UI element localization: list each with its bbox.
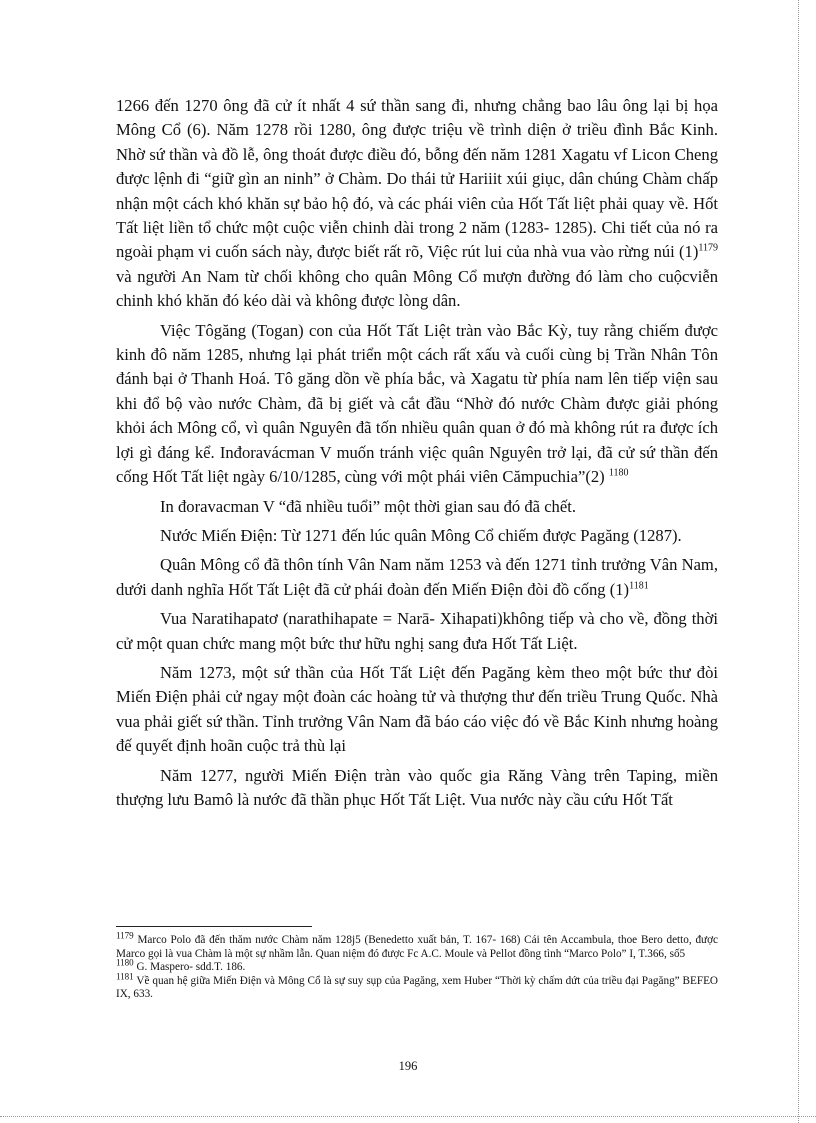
footnotes <box>116 930 718 1002</box>
footnote-ref[interactable]: 1180 <box>608 467 629 479</box>
footnote: $^{1180}$ G. Maspero- sdd.T. 186. <box>116 957 246 974</box>
footnote-ref[interactable]: 1181 <box>629 580 649 592</box>
footnote-number: 1181 <box>116 971 134 982</box>
footnote-number: 1180 <box>116 957 134 968</box>
footnote-separator <box>116 926 312 927</box>
footnote-number: 1179 <box>116 930 134 941</box>
paragraph: Vua Naratihapatơ (narathihapate = Narā- Xihapati)không tiếp và cho về, đồng thời cử một quan chức mang một bức thư hữu nghị sang đưa Hốt Tất Liệt. <box>116 609 718 653</box>
paragraph: Việc Tôgăng (Togan) con của Hốt Tất Liệt tràn vào Bắc Kỳ, tuy rằng chiếm được kinh đô năm 1285, nhưng lại phát triển một cách rất xấu và cuối cùng bị Trần Nhân Tôn đánh bại ở Thanh Hoá. Tô găng dồn về phía bắc, và Xagatu từ phía nam lên tiếp viện sau khi đổ bộ vào nước Chàm, đã bị giết và cắt đầu “Nhờ đó nước Chàm được giải phóng khỏi ách Mông cổ, vì quân Nguyên đã tốn nhiều quân quan ở đó mà không rút ra được ích lợi gì đáng kể. Inđoravácman V muốn tránh việc quân Nguyên trở lại, đã cử sứ thần đến cống Hốt Tất liệt ngày 6/10/1285, cùng với một phái viên Cămpuchia”(2) $^{1180}$ <box>116 320 718 487</box>
footnote: $^{1181}$ Về quan hệ giữa Miến Điện và Mông Cổ là sự suy sụp của Pagăng, xem Huber “Thời kỳ chấm dứt của triều đại Pagăng” BEFEO IX, 633. <box>116 971 718 1001</box>
page-margin-guide-bottom <box>0 1116 816 1117</box>
page-number: 196 <box>398 1059 418 1073</box>
paragraph: 1266 đến 1270 ông đã cử ít nhất 4 sứ thần sang đi, nhưng chẳng bao lâu ông lại bị họa Mông Cổ (6). Năm 1278 rồi 1280, ông được triệu về trình diện ở triều đình Bắc Kinh. Nhờ sứ thần và đồ lễ, ông thoát được điều đó, bỗng đến năm 1281 Xagatu vf Licon Cheng được lệnh đi “giữ gìn an ninh” ở Chàm. Do thái tử Hariiit xúi giục, dân chúng Chàm chấp nhận một cách khó khăn sự bảo hộ đó, và các phái viên của Hốt Tất liệt phải quay về. Hốt Tất liệt liền tổ chức một cuộc viễn chinh dài trong 2 năm (1283- 1285). Chi tiết của nó ra ngoài phạm vi cuốn sách này, được biết rất rõ, Việc rút lui của nhà vua vào rừng núi $(1)^{1179}$ và người An Nam từ chối không cho quân Mông Cổ mượn đường đó làm cho cuộcviễn chinh khó khăn đó kéo dài và không được lòng dân. <box>116 96 718 311</box>
paragraph: Năm 1277, người Miến Điện tràn vào quốc gia Răng Vàng trên Taping, miền thượng lưu Bamô là nước đã thần phục Hốt Tất Liệt. Vua nước này cầu cứu Hốt Tất <box>116 765 718 809</box>
footnote-ref[interactable]: 1179 <box>698 242 718 254</box>
footnote: $^{1179}$ Marco Polo đã đến thăm nước Chàm năm 128j5 (Benedetto xuất bản, T. 167- 168) Cái tên Accambula, thoe Bero detto, được Marco gọi là vua Chàm là một sự nhầm lẫn. Quan niệm đó được Fc A.C. Moule và Pellot đồng tình “Marco Polo” I, T.366, số5 <box>116 930 718 960</box>
paragraph: In đoravacman V “đã nhiều tuổi” một thời gian sau đó đã chết. <box>160 496 576 516</box>
paragraph: Quân Mông cổ đã thôn tính Vân Nam năm 1253 và đến 1271 tỉnh trưởng Vân Nam, dưới danh nghĩa Hốt Tất Liệt đã cử phái đoàn đến Miến Điện đòi đồ cống $(1)^{1181}$ <box>116 555 718 599</box>
paragraph: Năm 1273, một sứ thần của Hốt Tất Liệt đến Pagăng kèm theo một bức thư đòi Miến Điện phải cử ngay một đoàn các hoàng tử và thượng thư đến triều Trung Quốc. Nhà vua phải giết sứ thần. Tỉnh trưởng Vân Nam đã báo cáo việc đó về Bắc Kinh nhưng hoàng đế quyết định hoãn cuộc trả thù lại <box>116 662 718 756</box>
paragraph: Nước Miến Điện: Từ 1271 đến lúc quân Mông Cổ chiếm được Pagăng (1287). <box>160 525 682 545</box>
page-margin-guide-right <box>798 0 799 1123</box>
main-text <box>116 94 718 817</box>
